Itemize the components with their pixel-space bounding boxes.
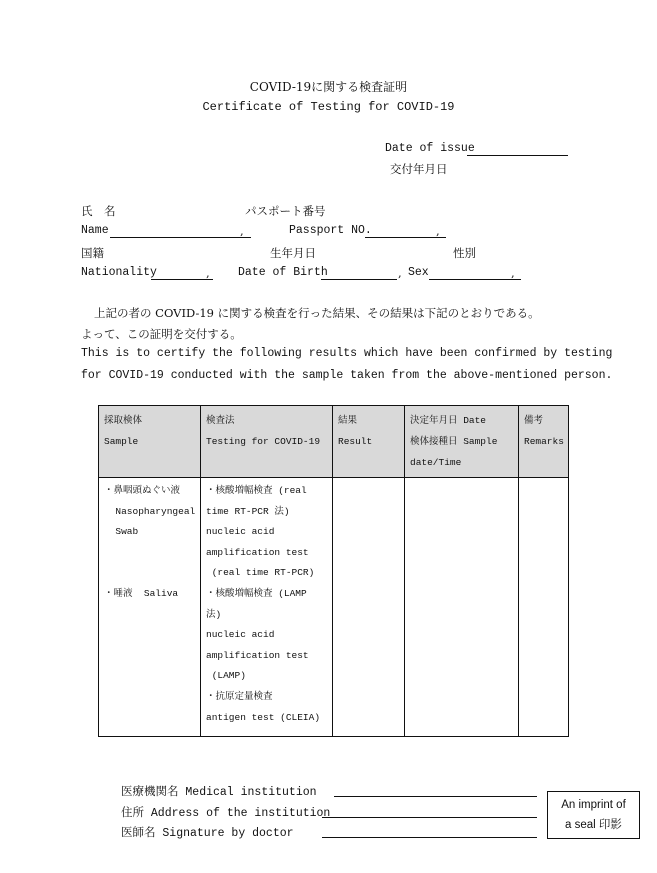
remarks-cell[interactable] — [519, 478, 569, 737]
method-line: ・核酸増幅検査 (real — [206, 485, 307, 496]
header-result-en: Result — [338, 436, 373, 447]
date-of-issue-label: Date of issue — [385, 142, 475, 155]
passport-comma: , — [436, 224, 440, 238]
name-field[interactable] — [110, 237, 251, 238]
institution-address-label: 住所 Address of the institution — [121, 807, 331, 820]
passport-label: Passport NO. — [289, 224, 372, 237]
title-japanese: COVID-19に関する検査証明 — [249, 80, 408, 94]
sample-line: ・唾液 Saliva — [104, 587, 179, 599]
method-line: amplification test — [206, 649, 309, 661]
header-date-extra: date/Time — [410, 457, 462, 468]
dob-label-ja: 生年月日 — [270, 246, 316, 260]
method-line: nucleic acid — [206, 629, 275, 641]
statement-ja-line2: よって、この証明を交付する。 — [81, 327, 242, 341]
doctor-signature-label: 医師名 Signature by doctor — [121, 827, 294, 840]
method-line: amplification test — [206, 546, 309, 558]
nationality-label: Nationality — [81, 266, 157, 279]
name-label-ja: 氏 名 — [81, 204, 116, 218]
header-testing-en: Testing for COVID-19 — [206, 436, 321, 447]
header-result — [333, 406, 405, 478]
name-label: Name — [81, 224, 109, 237]
method-line: ・核酸増幅検査 (LAMP — [206, 587, 307, 599]
seal-imprint-box — [547, 791, 640, 839]
sample-line: ・鼻咽頭ぬぐい液 — [104, 485, 181, 496]
results-table — [98, 405, 569, 737]
medical-institution-field[interactable] — [334, 796, 537, 797]
method-line: 法) — [206, 608, 222, 620]
sample-line: Swab — [104, 526, 139, 538]
header-date — [405, 406, 519, 478]
method-line: nucleic acid — [206, 526, 275, 538]
date-of-issue-field[interactable] — [467, 155, 568, 156]
header-remarks-en: Remarks — [524, 436, 564, 447]
dob-field[interactable] — [321, 279, 397, 280]
method-line: time RT-PCR 法) — [206, 505, 290, 517]
table-header-row — [99, 406, 569, 478]
institution-address-field[interactable] — [322, 817, 537, 818]
seal-label-line1: An imprint of — [561, 799, 626, 811]
date-cell[interactable] — [405, 478, 519, 737]
sex-comma: , — [511, 266, 515, 280]
nationality-comma: , — [206, 266, 210, 280]
sex-label: Sex — [408, 266, 429, 279]
header-sample-en: Sample — [104, 436, 139, 447]
sample-cell — [99, 478, 201, 737]
header-testing — [201, 406, 333, 478]
date-of-issue-label-ja: 交付年月日 — [390, 162, 448, 176]
method-line: (real time RT-PCR) — [206, 567, 315, 579]
name-comma: , — [240, 224, 244, 238]
passport-label-ja: パスポート番号 — [245, 204, 326, 218]
statement-ja-line1: 上記の者の COVID-19 に関する検査を行った結果、その結果は下記のとおりである。 — [94, 306, 540, 320]
dob-label: Date of Birth — [238, 266, 328, 279]
header-date-en: 検体接種日 Sample — [410, 436, 498, 447]
header-date-ja: 決定年月日 Date — [410, 415, 487, 426]
medical-institution-label: 医療機関名 Medical institution — [121, 786, 317, 799]
method-line: ・抗原定量検査 — [206, 690, 273, 702]
dob-comma: , — [398, 266, 402, 280]
method-line: (LAMP) — [206, 670, 246, 682]
result-cell[interactable] — [333, 478, 405, 737]
method-cell — [201, 478, 333, 737]
header-testing-ja: 検査法 — [206, 415, 235, 426]
header-sample — [99, 406, 201, 478]
header-result-ja: 結果 — [338, 415, 358, 426]
passport-field[interactable] — [365, 237, 446, 238]
title-english: Certificate of Testing for COVID-19 — [202, 100, 455, 114]
header-remarks-ja: 備考 — [524, 415, 544, 426]
doctor-signature-field[interactable] — [322, 837, 537, 838]
sex-field[interactable] — [429, 279, 521, 280]
method-line: antigen test (CLEIA) — [206, 711, 321, 723]
seal-label-line2: a seal 印影 — [565, 819, 622, 831]
header-sample-ja: 採取検体 — [104, 415, 143, 426]
header-remarks — [519, 406, 569, 478]
sample-spacer — [104, 543, 195, 584]
nationality-field[interactable] — [151, 279, 213, 280]
sample-line: Nasopharyngeal — [104, 505, 196, 517]
statement-en-line2: for COVID-19 conducted with the sample taken from the above-mentioned person. — [81, 369, 613, 382]
nationality-label-ja: 国籍 — [81, 246, 104, 260]
table-row — [99, 478, 569, 737]
sex-label-ja: 性別 — [453, 246, 476, 260]
statement-en-line1: This is to certify the following results which have been confirmed by testing — [81, 347, 613, 360]
